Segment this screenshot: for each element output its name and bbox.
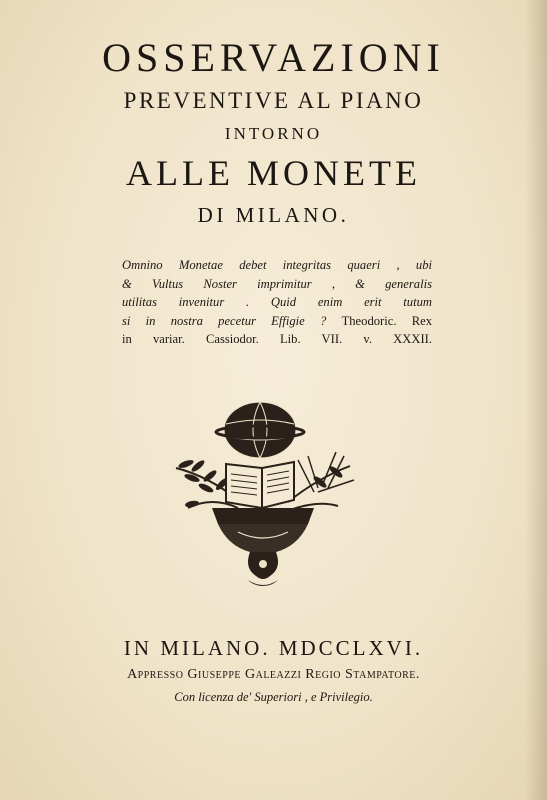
title-line-4: ALLE MONETE: [126, 153, 421, 193]
epigraph: [122, 256, 432, 349]
pedestal-ornament-icon: [212, 508, 314, 586]
epigraph-line-3: utilitas invenitur . Quid enim erit tutum: [122, 295, 432, 309]
globe-book-laurel-icon: [168, 396, 358, 592]
epigraph-line-1: Omnino Monetae debet integritas quaeri , ubi: [122, 258, 432, 272]
title-line-1: OSSERVAZIONI: [102, 35, 445, 80]
laurel-right-icon: [288, 452, 354, 510]
epigraph-line-4-italic: si in nostra pecetur Effigie ?: [122, 313, 327, 328]
title-line-2: PREVENTIVE AL PIANO: [123, 88, 424, 113]
epigraph-line-4-roman: Theodoric. Rex: [341, 313, 433, 328]
epigraph-line-2: & Vultus Noster imprimitur , & generalis: [122, 276, 432, 291]
epigraph-line-4: [122, 312, 432, 331]
imprint-printer: Appresso Giuseppe Galeazzi Regio Stampatore.: [127, 667, 420, 682]
globe-icon: [216, 402, 304, 458]
epigraph-line-5: in variar. Cassiodor. Lib. VII. v. XXXII.: [122, 332, 432, 346]
title-line-5: DI MILANO.: [197, 203, 350, 227]
imprint-place-date: IN MILANO. MDCCLXVI.: [123, 636, 424, 660]
title-line-3: INTORNO: [224, 124, 323, 143]
open-book-icon: [226, 462, 294, 508]
imprint-license: Con licenza de' Superiori , e Privilegio.: [174, 690, 373, 704]
